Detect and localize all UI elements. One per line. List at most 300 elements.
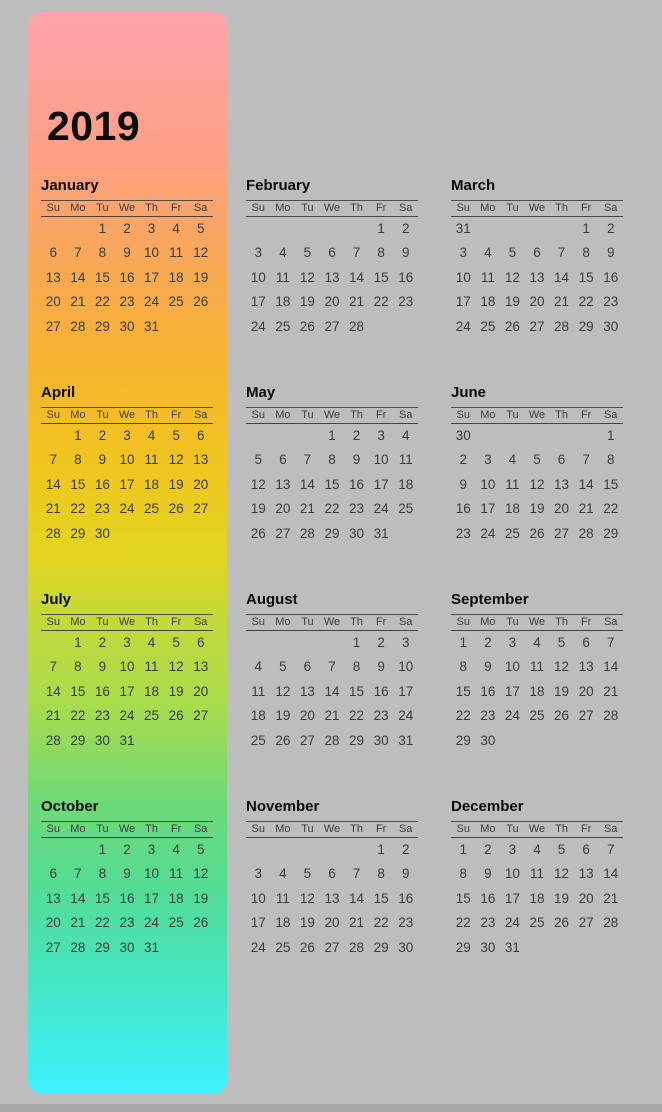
week-row <box>41 522 213 546</box>
weekday-header-row <box>41 407 213 424</box>
day-cell-empty <box>525 424 550 448</box>
day-cell-empty <box>115 522 140 546</box>
month-block-december <box>451 797 623 968</box>
weekday-header-row <box>41 821 213 838</box>
day-cell: 3 <box>254 245 263 261</box>
day-cell: 28 <box>70 939 86 955</box>
week-row <box>41 729 213 753</box>
month-block-july <box>41 590 213 761</box>
day-cell: 9 <box>606 245 615 261</box>
day-cell: 8 <box>74 452 82 468</box>
day-cell: 26 <box>193 294 209 310</box>
day-cell: 21 <box>70 294 86 310</box>
day-cell: 5 <box>557 842 566 857</box>
day-cell: 27 <box>45 939 61 955</box>
weekday-label: Th <box>145 409 158 421</box>
weekday-label: Sa <box>603 616 618 628</box>
day-cell: 29 <box>455 939 471 955</box>
day-cell-empty <box>271 631 296 655</box>
week-row <box>451 522 623 546</box>
day-cell: 31 <box>504 939 520 955</box>
day-cell-empty <box>246 424 271 448</box>
day-cell-empty <box>598 729 623 753</box>
day-cell-empty <box>320 631 345 655</box>
day-cell: 9 <box>98 659 107 675</box>
day-cell: 17 <box>119 476 135 492</box>
day-cell-empty <box>369 315 394 339</box>
weekday-label: Su <box>46 409 61 421</box>
week-row <box>41 315 213 339</box>
day-cell: 1 <box>582 221 590 236</box>
day-cell: 22 <box>94 294 110 310</box>
day-cell: 15 <box>455 890 471 906</box>
day-cell: 14 <box>324 683 340 699</box>
day-cell: 21 <box>349 294 365 310</box>
week-row <box>246 911 418 935</box>
day-cell: 19 <box>168 476 184 492</box>
weekday-label: Fr <box>375 202 387 214</box>
day-cell: 17 <box>144 890 160 906</box>
week-row <box>451 290 623 314</box>
day-cell: 29 <box>349 732 365 748</box>
week-row <box>246 290 418 314</box>
day-cell: 26 <box>554 708 570 724</box>
day-cell: 17 <box>455 294 471 310</box>
weekday-label: Sa <box>603 409 618 421</box>
month-title: February <box>246 177 311 194</box>
day-cell: 18 <box>168 890 184 906</box>
day-cell-empty <box>139 729 164 753</box>
day-cell-empty <box>500 424 525 448</box>
day-cell-empty <box>500 729 525 753</box>
day-cell: 3 <box>254 866 263 882</box>
day-cell-empty <box>525 936 550 960</box>
day-cell: 14 <box>299 476 315 492</box>
weekday-label: Fr <box>375 823 387 835</box>
day-cell: 21 <box>603 683 619 699</box>
day-cell: 24 <box>144 294 160 310</box>
weekday-label: We <box>118 823 136 835</box>
day-cell: 20 <box>193 476 209 492</box>
weekday-header-row <box>41 200 213 217</box>
day-cell: 3 <box>459 245 468 261</box>
day-cell: 15 <box>373 890 389 906</box>
day-cell: 23 <box>373 708 389 724</box>
day-cell: 12 <box>168 659 184 675</box>
day-cell: 4 <box>279 866 287 882</box>
day-cell: 25 <box>144 501 160 517</box>
week-row <box>41 862 213 886</box>
week-row <box>451 680 623 704</box>
weekday-label: Tu <box>301 823 314 835</box>
day-cell: 11 <box>529 866 544 882</box>
day-cell: 28 <box>349 939 365 955</box>
week-row <box>41 473 213 497</box>
day-cell: 20 <box>45 915 61 931</box>
day-cell-empty <box>246 631 271 655</box>
day-cell: 10 <box>398 659 414 675</box>
day-cell: 1 <box>98 221 107 236</box>
week-row <box>246 241 418 265</box>
day-cell: 11 <box>275 269 290 285</box>
day-cell-empty <box>271 424 296 448</box>
day-cell: 3 <box>123 428 131 443</box>
week-row <box>41 241 213 265</box>
weekday-label: Su <box>46 823 61 835</box>
day-cell: 4 <box>147 635 156 650</box>
month-title: January <box>41 177 99 194</box>
day-cell: 31 <box>144 939 160 955</box>
weekday-label: Mo <box>480 409 496 421</box>
day-cell: 12 <box>193 866 209 882</box>
day-cell: 20 <box>324 294 340 310</box>
day-cell: 15 <box>70 476 86 492</box>
months-grid <box>41 176 623 968</box>
month-block-february <box>246 176 418 347</box>
day-cell: 5 <box>254 452 263 468</box>
day-cell: 19 <box>299 294 315 310</box>
day-cell: 13 <box>299 683 315 699</box>
day-cell: 2 <box>459 452 468 468</box>
day-cell: 8 <box>377 245 385 261</box>
week-row <box>246 424 418 448</box>
day-cell: 22 <box>455 708 471 724</box>
day-cell: 2 <box>401 221 410 236</box>
week-row <box>41 497 213 521</box>
day-cell-empty <box>295 217 320 241</box>
day-cell-empty <box>320 838 345 862</box>
day-cell: 31 <box>144 318 160 334</box>
day-cell: 28 <box>603 915 619 931</box>
day-cell: 14 <box>603 659 619 675</box>
day-cell: 11 <box>144 659 159 675</box>
week-row <box>41 266 213 290</box>
day-cell: 15 <box>578 269 594 285</box>
day-cell: 21 <box>299 501 315 517</box>
day-cell: 5 <box>196 842 205 857</box>
day-cell: 1 <box>606 428 615 443</box>
day-cell: 17 <box>250 294 266 310</box>
day-cell: 25 <box>144 708 160 724</box>
day-cell: 19 <box>529 501 545 517</box>
weekday-label: Tu <box>301 202 314 214</box>
month-block-september <box>451 590 623 761</box>
month-title: August <box>246 591 298 608</box>
day-cell: 29 <box>578 318 594 334</box>
weekday-label: Sa <box>193 409 208 421</box>
day-cell: 9 <box>98 452 107 468</box>
day-cell: 27 <box>529 318 545 334</box>
day-cell: 20 <box>578 890 594 906</box>
day-cell: 9 <box>401 866 410 882</box>
day-cell: 4 <box>533 842 541 857</box>
day-cell: 23 <box>398 294 414 310</box>
day-cell: 15 <box>94 269 110 285</box>
day-cell: 8 <box>352 659 361 675</box>
day-cell: 11 <box>275 890 290 906</box>
day-cell: 27 <box>45 318 61 334</box>
day-cell-empty <box>549 729 574 753</box>
weekday-label: Fr <box>580 616 592 628</box>
weekday-label: Sa <box>193 202 208 214</box>
week-row <box>246 887 418 911</box>
day-cell: 27 <box>324 939 340 955</box>
day-cell: 2 <box>98 635 107 650</box>
day-cell-empty <box>574 729 599 753</box>
weekday-label: Sa <box>398 202 413 214</box>
day-cell: 7 <box>49 659 58 675</box>
day-cell: 24 <box>250 939 266 955</box>
day-cell: 3 <box>508 635 517 650</box>
day-cell: 21 <box>324 708 340 724</box>
day-cell: 28 <box>45 525 61 541</box>
day-cell: 25 <box>529 708 545 724</box>
day-cell: 11 <box>505 476 520 492</box>
week-row <box>41 631 213 655</box>
day-cell-empty <box>246 838 271 862</box>
day-cell: 22 <box>70 708 86 724</box>
day-cell: 30 <box>603 318 619 334</box>
weekday-header-row <box>246 614 418 631</box>
month-title: November <box>246 798 320 815</box>
day-cell-empty <box>574 424 599 448</box>
day-cell: 13 <box>193 452 209 468</box>
day-cell: 6 <box>582 635 590 650</box>
day-cell: 16 <box>119 269 135 285</box>
weekday-header-row <box>451 200 623 217</box>
day-cell: 19 <box>168 683 184 699</box>
week-row <box>41 217 213 241</box>
day-cell: 4 <box>172 842 180 857</box>
day-cell: 20 <box>554 501 570 517</box>
weekday-header-row <box>246 821 418 838</box>
day-cell: 27 <box>193 501 209 517</box>
day-cell: 16 <box>398 269 414 285</box>
day-cell-empty <box>41 838 66 862</box>
weekday-label: Mo <box>480 616 496 628</box>
weekday-label: Th <box>350 409 363 421</box>
day-cell: 18 <box>168 269 184 285</box>
day-cell: 20 <box>299 708 315 724</box>
day-cell: 12 <box>299 890 315 906</box>
day-cell: 27 <box>299 732 315 748</box>
day-cell: 16 <box>119 890 135 906</box>
weekday-label: Mo <box>70 823 86 835</box>
day-cell: 26 <box>299 939 315 955</box>
day-cell-empty <box>66 217 91 241</box>
day-cell: 5 <box>533 452 541 468</box>
day-cell: 11 <box>144 452 159 468</box>
weekday-label: Su <box>456 823 471 835</box>
day-cell: 26 <box>299 318 315 334</box>
week-row <box>451 631 623 655</box>
day-cell: 23 <box>94 708 110 724</box>
weekday-label: We <box>528 202 546 214</box>
day-cell: 10 <box>144 866 160 882</box>
weekday-header-row <box>246 407 418 424</box>
day-cell: 30 <box>119 939 135 955</box>
day-cell-empty <box>574 936 599 960</box>
day-cell: 11 <box>169 245 184 261</box>
day-cell: 24 <box>250 318 266 334</box>
day-cell-empty <box>525 217 550 241</box>
day-cell: 16 <box>373 683 389 699</box>
weeks <box>451 424 623 546</box>
week-row <box>41 680 213 704</box>
weekday-header-row <box>451 407 623 424</box>
day-cell: 22 <box>94 915 110 931</box>
day-cell: 25 <box>480 318 496 334</box>
weekday-label: Mo <box>480 823 496 835</box>
weekday-label: Sa <box>603 823 618 835</box>
day-cell: 9 <box>352 452 361 468</box>
day-cell: 23 <box>480 915 496 931</box>
month-title: October <box>41 798 99 815</box>
week-row <box>246 473 418 497</box>
day-cell: 6 <box>533 245 541 261</box>
day-cell: 6 <box>557 452 566 468</box>
day-cell: 2 <box>484 842 492 857</box>
month-title: July <box>41 591 72 608</box>
day-cell: 25 <box>398 501 414 517</box>
day-cell: 10 <box>373 452 389 468</box>
day-cell: 12 <box>168 452 184 468</box>
day-cell: 26 <box>554 915 570 931</box>
weeks <box>451 631 623 753</box>
month-block-august <box>246 590 418 761</box>
week-row <box>246 522 418 546</box>
day-cell-empty <box>393 522 418 546</box>
day-cell: 12 <box>250 476 266 492</box>
month-title: June <box>451 384 487 401</box>
day-cell: 20 <box>193 683 209 699</box>
day-cell: 26 <box>250 525 266 541</box>
day-cell: 3 <box>401 635 410 650</box>
weekday-label: Su <box>456 616 471 628</box>
weekday-label: Su <box>251 202 266 214</box>
day-cell: 7 <box>352 245 361 261</box>
weekday-label: Sa <box>398 409 413 421</box>
day-cell: 16 <box>349 476 365 492</box>
day-cell: 25 <box>250 732 266 748</box>
week-row <box>246 862 418 886</box>
week-row <box>451 655 623 679</box>
day-cell: 15 <box>349 683 365 699</box>
day-cell: 24 <box>504 915 520 931</box>
day-cell: 9 <box>484 866 492 882</box>
week-row <box>246 838 418 862</box>
day-cell: 30 <box>94 525 110 541</box>
weekday-label: We <box>323 616 341 628</box>
day-cell: 10 <box>455 269 471 285</box>
day-cell: 27 <box>275 525 291 541</box>
day-cell: 31 <box>373 525 389 541</box>
day-cell-empty <box>188 936 213 960</box>
day-cell: 8 <box>328 452 336 468</box>
day-cell: 14 <box>70 269 86 285</box>
day-cell: 1 <box>328 428 336 443</box>
week-row <box>41 424 213 448</box>
day-cell: 5 <box>508 245 517 261</box>
day-cell: 30 <box>373 732 389 748</box>
week-row <box>451 838 623 862</box>
day-cell: 17 <box>119 683 135 699</box>
day-cell: 14 <box>554 269 570 285</box>
day-cell: 18 <box>144 683 160 699</box>
weekday-label: Sa <box>193 823 208 835</box>
week-row <box>246 217 418 241</box>
day-cell: 18 <box>250 708 266 724</box>
day-cell: 6 <box>328 245 336 261</box>
day-cell: 18 <box>480 294 496 310</box>
day-cell: 8 <box>98 245 107 261</box>
day-cell: 22 <box>70 501 86 517</box>
day-cell: 23 <box>119 915 135 931</box>
day-cell: 11 <box>251 683 266 699</box>
day-cell-empty <box>41 424 66 448</box>
day-cell: 2 <box>377 635 385 650</box>
day-cell: 12 <box>504 269 520 285</box>
day-cell-empty <box>139 522 164 546</box>
day-cell: 7 <box>606 635 615 650</box>
day-cell: 16 <box>94 476 110 492</box>
day-cell: 21 <box>349 915 365 931</box>
week-row <box>451 448 623 472</box>
day-cell: 25 <box>529 915 545 931</box>
day-cell: 18 <box>275 294 291 310</box>
day-cell: 20 <box>324 915 340 931</box>
week-row <box>41 290 213 314</box>
day-cell-empty <box>393 315 418 339</box>
day-cell: 8 <box>459 866 468 882</box>
month-block-june <box>451 383 623 554</box>
day-cell: 11 <box>398 452 413 468</box>
day-cell-empty <box>246 217 271 241</box>
day-cell: 12 <box>554 659 570 675</box>
day-cell: 20 <box>275 501 291 517</box>
day-cell: 3 <box>147 221 156 236</box>
day-cell: 25 <box>504 525 520 541</box>
week-row <box>246 448 418 472</box>
weekday-label: We <box>118 616 136 628</box>
day-cell: 12 <box>193 245 209 261</box>
day-cell: 19 <box>299 915 315 931</box>
weekday-label: We <box>323 202 341 214</box>
week-row <box>246 680 418 704</box>
month-block-may <box>246 383 418 554</box>
day-cell: 2 <box>352 428 361 443</box>
month-title: September <box>451 591 529 608</box>
day-cell: 29 <box>94 318 110 334</box>
day-cell: 19 <box>193 269 209 285</box>
weekday-label: Mo <box>70 202 86 214</box>
day-cell: 18 <box>144 476 160 492</box>
weekday-label: Tu <box>506 409 519 421</box>
day-cell: 1 <box>98 842 107 857</box>
day-cell: 16 <box>480 890 496 906</box>
weekday-label: Th <box>555 202 568 214</box>
day-cell-empty <box>66 838 91 862</box>
day-cell: 7 <box>49 452 58 468</box>
day-cell: 7 <box>352 866 361 882</box>
weekday-label: Th <box>350 616 363 628</box>
day-cell: 8 <box>459 659 468 675</box>
day-cell-empty <box>188 315 213 339</box>
day-cell: 23 <box>349 501 365 517</box>
week-row <box>451 424 623 448</box>
day-cell: 13 <box>324 269 340 285</box>
day-cell: 5 <box>279 659 287 675</box>
